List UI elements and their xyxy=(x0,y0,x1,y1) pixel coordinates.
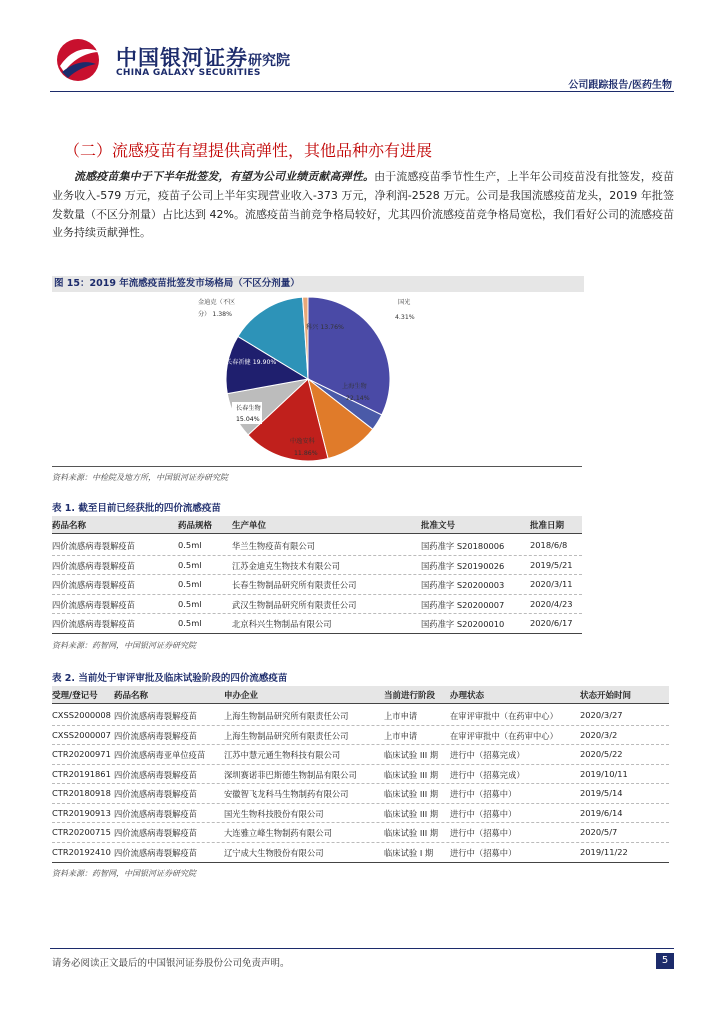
logo-chinese-name: 中国银河证券 xyxy=(116,46,248,70)
table-cell: 0.5ml xyxy=(178,540,202,550)
table-cell: 2019/5/14 xyxy=(580,788,623,798)
table-cell: CTR20200971 xyxy=(52,749,111,759)
pie-chart xyxy=(180,292,420,462)
table1-header-drug: 药品名称 xyxy=(52,521,87,531)
table-cell: 2018/6/8 xyxy=(530,540,568,550)
footer-divider xyxy=(50,948,674,949)
table-cell: 临床试验 III 期 xyxy=(384,808,439,819)
table-cell: 四价流感病毒裂解疫苗 xyxy=(114,847,197,858)
table-row xyxy=(52,555,582,575)
logo-department: 研究院 xyxy=(248,53,290,69)
table-row xyxy=(52,594,582,614)
label-shanghai-value: 22.14% xyxy=(346,395,370,402)
table-cell: 国药准字 S20200010 xyxy=(421,619,505,629)
table-cell: 临床试验 I 期 xyxy=(384,847,434,858)
table2-header-start: 状态开始时间 xyxy=(580,691,632,701)
footer-disclaimer: 请务必阅读正文最后的中国银河证券股份公司免责声明。 xyxy=(52,958,290,969)
table-cell: 四价流感病毒裂解疫苗 xyxy=(114,730,197,741)
table-cell: 辽宁成大生物股份有限公司 xyxy=(224,847,324,858)
table-row xyxy=(52,725,669,745)
figure-source: 资料来源：中检院及地方所，中国银河证券研究院 xyxy=(52,473,228,482)
table-cell: 上市申请 xyxy=(384,730,418,741)
table-row xyxy=(52,783,669,803)
section-paragraph xyxy=(52,168,674,243)
table2-header-reg: 受理/登记号 xyxy=(52,691,98,701)
table-cell: 2020/5/7 xyxy=(580,827,618,837)
label-jindike-line2: 分） 1.38% xyxy=(198,311,232,318)
table-row xyxy=(52,574,582,594)
table-cell: 上市申请 xyxy=(384,711,418,721)
table-cell: CTR20190913 xyxy=(52,807,111,818)
table1-title: 表 1. 截至目前已经获批的四价流感疫苗 xyxy=(52,503,221,514)
table2-header-row xyxy=(52,686,669,704)
galaxy-logo-icon xyxy=(52,36,104,84)
table-cell: 临床试验 III 期 xyxy=(384,789,439,799)
table-cell: 四价流感病毒裂解疫苗 xyxy=(52,560,135,571)
table2-header-status: 办理状态 xyxy=(450,691,485,701)
table-cell: 0.5ml xyxy=(178,618,202,628)
table-cell: CXSS2000007 xyxy=(52,729,111,740)
table-cell: 上海生物制品研究所有限责任公司 xyxy=(224,730,349,741)
table-cell: 进行中（招募完成） xyxy=(450,769,525,780)
table-cell: 四价流感病毒裂解疫苗 xyxy=(52,599,135,610)
page-number: 5 xyxy=(656,953,674,969)
table1-source: 资料来源：药智网，中国银河证券研究院 xyxy=(52,641,196,650)
table-cell: CTR20200715 xyxy=(52,827,111,837)
table-cell: 进行中（招募中） xyxy=(450,828,517,838)
table-cell: 江苏金迪克生物技术有限公司 xyxy=(232,560,340,571)
table-cell: 国药准字 S20200003 xyxy=(421,580,505,590)
table-cell: 进行中（招募完成） xyxy=(450,750,525,760)
table-cell: 2020/3/27 xyxy=(580,710,623,720)
label-qijian: 长春祈健 19.90% xyxy=(226,359,277,366)
table1 xyxy=(52,516,582,636)
table-cell: 临床试验 III 期 xyxy=(384,769,439,780)
table-cell: 北京科兴生物制品有限公司 xyxy=(232,619,332,629)
section-title: （二）流感疫苗有望提供高弹性，其他品种亦有进展 xyxy=(64,141,433,160)
table-row xyxy=(52,613,582,633)
table-cell: 2020/4/23 xyxy=(530,598,573,609)
table-cell: 国光生物科技股份有限公司 xyxy=(224,808,324,819)
table-cell: 2020/3/11 xyxy=(530,579,573,589)
figure-divider xyxy=(52,466,582,467)
table2-source: 资料来源：药智网，中国银河证券研究院 xyxy=(52,869,196,878)
table-cell: CTR20180918 xyxy=(52,788,111,798)
label-jindike-line1: 金迪克（不区 xyxy=(198,299,236,306)
table-cell: 四价流感病毒裂解疫苗 xyxy=(52,541,135,551)
table-cell: 进行中（招募中） xyxy=(450,808,517,819)
table2-header-sponsor: 申办企业 xyxy=(224,691,259,701)
table1-header-row xyxy=(52,516,582,534)
table2-header-stage: 当前进行阶段 xyxy=(384,691,436,701)
table-cell: 2019/11/22 xyxy=(580,846,628,857)
table1-bottom-line xyxy=(52,633,582,634)
table-cell: 长春生物制品研究所有限责任公司 xyxy=(232,580,357,590)
table-cell: 临床试验 III 期 xyxy=(384,750,439,760)
table-cell: 2020/5/22 xyxy=(580,749,623,759)
table-cell: 四价流感病毒裂解疫苗 xyxy=(114,828,197,838)
table-row xyxy=(52,822,669,842)
table-cell: 0.5ml xyxy=(178,579,202,589)
table-cell: 2020/3/2 xyxy=(580,729,618,740)
table1-header-spec: 药品规格 xyxy=(178,521,213,531)
table-cell: 四价流感病毒亚单位疫苗 xyxy=(114,750,206,760)
table-cell: 2019/6/14 xyxy=(580,807,623,818)
table-cell: 大连雅立峰生物制药有限公司 xyxy=(224,828,332,838)
table-row xyxy=(52,535,582,555)
table-cell: 四价流感病毒裂解疫苗 xyxy=(114,769,197,780)
paragraph-body: 由于流感疫苗季节性生产，上半年公司疫苗没有批签发，疫苗业务收入-579 万元，疫苗子公司上半年实现营业收入-373 万元，净利润-2528 万元。公司是我国流感疫苗龙头，2019 年批签发数量（不区分剂量）占比达到 42%。流感疫苗当前竞争格局较好，尤其四价流感疫苗竞争格局宽松，我们看好公司的流感疫苗业务持续贡献弹性。 xyxy=(52,170,675,240)
table-cell: 四价流感病毒裂解疫苗 xyxy=(52,580,135,590)
label-kexing: 科兴 13.76% xyxy=(306,324,344,331)
table-cell: 进行中（招募中） xyxy=(450,847,517,858)
table-cell: 国药准字 S20200007 xyxy=(421,599,505,610)
table-cell: 0.5ml xyxy=(178,559,202,570)
label-shanghai-name: 上海生物 xyxy=(342,383,367,390)
table-row xyxy=(52,803,669,823)
table2 xyxy=(52,686,669,864)
label-changchun-value: 15.04% xyxy=(236,416,260,423)
table1-header-maker: 生产单位 xyxy=(232,521,267,531)
label-zhongyi-value: 11.86% xyxy=(294,450,318,457)
table-cell: 国药准字 S20180006 xyxy=(421,541,505,551)
table2-title: 表 2. 当前处于审评审批及临床试验阶段的四价流感疫苗 xyxy=(52,673,288,684)
table-cell: 深圳赛诺菲巴斯德生物制品有限公司 xyxy=(224,769,357,780)
table-cell: 华兰生物疫苗有限公司 xyxy=(232,541,315,551)
table-cell: 上海生物制品研究所有限责任公司 xyxy=(224,711,349,721)
table2-header-drug: 药品名称 xyxy=(114,691,149,701)
paragraph-lead: 流感疫苗集中于下半年批签发，有望为公司业绩贡献高弹性。 xyxy=(74,170,375,183)
table-cell: CXSS2000008 xyxy=(52,710,111,720)
table-cell: CTR20191861 xyxy=(52,768,111,779)
table-row xyxy=(52,705,669,725)
table-cell: 四价流感病毒裂解疫苗 xyxy=(52,619,135,629)
table2-bottom-line xyxy=(52,862,669,863)
label-changchun-name: 长春生物 xyxy=(236,405,261,412)
table-row xyxy=(52,764,669,784)
table-cell: 四价流感病毒裂解疫苗 xyxy=(114,711,197,721)
table-row xyxy=(52,744,669,764)
table-cell: CTR20192410 xyxy=(52,846,111,857)
table-cell: 国药准字 S20190026 xyxy=(421,560,505,571)
label-guoguang-name: 国光 xyxy=(398,299,411,306)
figure-title: 图 15：2019 年流感疫苗批签发市场格局（不区分剂量） xyxy=(52,276,584,292)
table-cell: 武汉生物制品研究所有限责任公司 xyxy=(232,599,357,610)
label-zhongyi-name: 中逸安科 xyxy=(290,438,315,445)
logo-english-name: CHINA GALAXY SECURITIES xyxy=(116,68,261,78)
table-cell: 在审评审批中（在药审中心） xyxy=(450,711,558,721)
table-cell: 2019/10/11 xyxy=(580,768,628,779)
table-cell: 四价流感病毒裂解疫苗 xyxy=(114,789,197,799)
report-type: 公司跟踪报告/医药生物 xyxy=(568,80,672,91)
table-cell: 进行中（招募中） xyxy=(450,789,517,799)
label-guoguang-value: 4.31% xyxy=(395,314,415,321)
table-cell: 0.5ml xyxy=(178,598,202,609)
table-cell: 在审评审批中（在药审中心） xyxy=(450,730,558,741)
table-row xyxy=(52,842,669,862)
table-cell: 四价流感病毒裂解疫苗 xyxy=(114,808,197,819)
table1-header-approval: 批准文号 xyxy=(421,521,456,531)
table-cell: 2020/6/17 xyxy=(530,618,573,628)
table-cell: 安徽智飞龙科马生物制药有限公司 xyxy=(224,789,349,799)
table-cell: 江苏中慧元通生物科技有限公司 xyxy=(224,750,341,760)
table-cell: 2019/5/21 xyxy=(530,559,573,570)
header-divider xyxy=(50,91,674,92)
table1-header-date: 批准日期 xyxy=(530,521,565,531)
table-cell: 临床试验 III 期 xyxy=(384,828,439,838)
